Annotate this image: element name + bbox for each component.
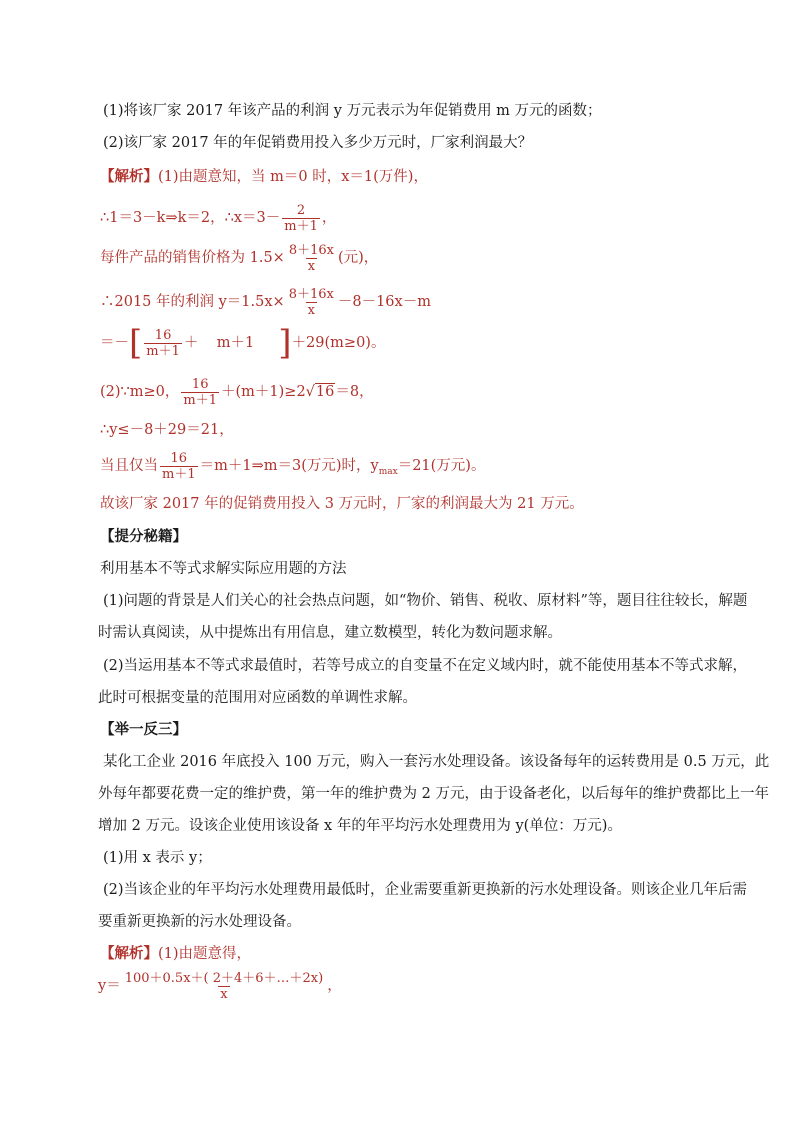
- solution-line-5: ＝－[ $\frac{16}{m+1}$ ＋ m＋1 ]＋29(m≥0)。: [100, 323, 386, 363]
- example-solution-line-2: y＝ $\frac{100+0.5x+( 2+4+6+\dots+2x)}{x}$ ，: [98, 970, 342, 1002]
- fraction: $\frac{100+0.5x+( 2+4+6+\dots+2x)}{x}$: [124, 970, 324, 1002]
- tips-point-1a: (1)问题的背景是人们关心的社会热点问题，如“物价、销售、税收、原材料”等，题目往往较长，解题: [103, 593, 748, 609]
- solution-conclusion: 故该厂家 2017 年的促销费用投入 3 万元时，厂家的利润最大为 21 万元。: [100, 496, 584, 512]
- fraction: $\frac{8+16x}{x}$: [288, 286, 334, 318]
- solution-line-6: (2)∵m≥0， $\frac{16}{m+1}$ ＋(m＋1)≥2√16＝8，: [100, 376, 374, 408]
- solution-line-2: ∴1＝3－k⇒k＝2，∴x＝3－ $\frac{2}{m+1}$ ，: [100, 202, 337, 234]
- fraction: $\frac{16}{m+1}$: [146, 327, 180, 359]
- example-para-1: 某化工企业 2016 年底投入 100 万元，购入一套污水处理设备。该设备每年的运转费用是 0.5 万元，此: [103, 754, 770, 770]
- solution-tag: 【解析】: [100, 168, 158, 185]
- example-para-3: 增加 2 万元。设该企业使用该设备 x 年的年平均污水处理费用为 y(单位：万元)。: [98, 818, 622, 834]
- tips-intro: 利用基本不等式求解实际应用题的方法: [100, 561, 347, 577]
- example-solution-line-1: 【解析】(1)由题意得，: [100, 945, 252, 962]
- question-1: (1)将该厂家 2017 年该产品的利润 y 万元表示为年促销费用 m 万元的函数；: [103, 103, 602, 119]
- solution-line-1: 【解析】(1)由题意知，当 m＝0 时，x＝1(万件)，: [100, 168, 428, 185]
- solution-tag: 【解析】: [100, 945, 158, 962]
- tips-point-2b: 此时可根据变量的范围用对应函数的单调性求解。: [98, 690, 417, 706]
- solution-line-4: ∴2015 年的利润 y＝1.5x× $\frac{8+16x}{x}$ －8－16x－m: [100, 286, 431, 318]
- solution-line-3: 每件产品的销售价格为 1.5× $\frac{8+16x}{x}$ (元)，: [100, 242, 379, 274]
- tips-point-2a: (2)当运用基本不等式求最值时，若等号成立的自变量不在定义域内时，就不能使用基本不等式求解，: [103, 658, 748, 674]
- tips-point-1b: 时需认真阅读，从中提炼出有用信息，建立数模型，转化为数问题求解。: [98, 625, 562, 641]
- example-question-1: (1)用 x 表示 y；: [103, 850, 212, 866]
- fraction: $\frac{8+16x}{x}$: [288, 242, 334, 274]
- solution-line-7: ∴y≤－8＋29＝21，: [100, 422, 234, 438]
- fraction: $\frac{16}{m+1}$: [183, 376, 217, 408]
- example-para-2: 外每年都要花费一定的维护费，第一年的维护费为 2 万元，由于设备老化，以后每年的维护费都比上一年: [98, 786, 769, 802]
- fraction: $\frac{16}{m+1}$: [162, 450, 196, 482]
- solution-line-8: 当且仅当 $\frac{16}{m+1}$ ＝m＋1⇒m＝3(万元)时，$y_{max}=21$(万元)。: [100, 450, 486, 482]
- fraction: $\frac{2}{m+1}$: [284, 202, 318, 234]
- example-question-2a: (2)当该企业的年平均污水处理费用最低时，企业需要重新更换新的污水处理设备。则该企业几年后需: [103, 882, 748, 898]
- tips-title: 【提分秘籍】: [100, 528, 187, 545]
- question-2: (2)该厂家 2017 年的年促销费用投入多少万元时，厂家利润最大？: [103, 135, 533, 151]
- example-question-2b: 要重新更换新的污水处理设备。: [98, 914, 301, 930]
- example-title: 【举一反三】: [100, 721, 187, 738]
